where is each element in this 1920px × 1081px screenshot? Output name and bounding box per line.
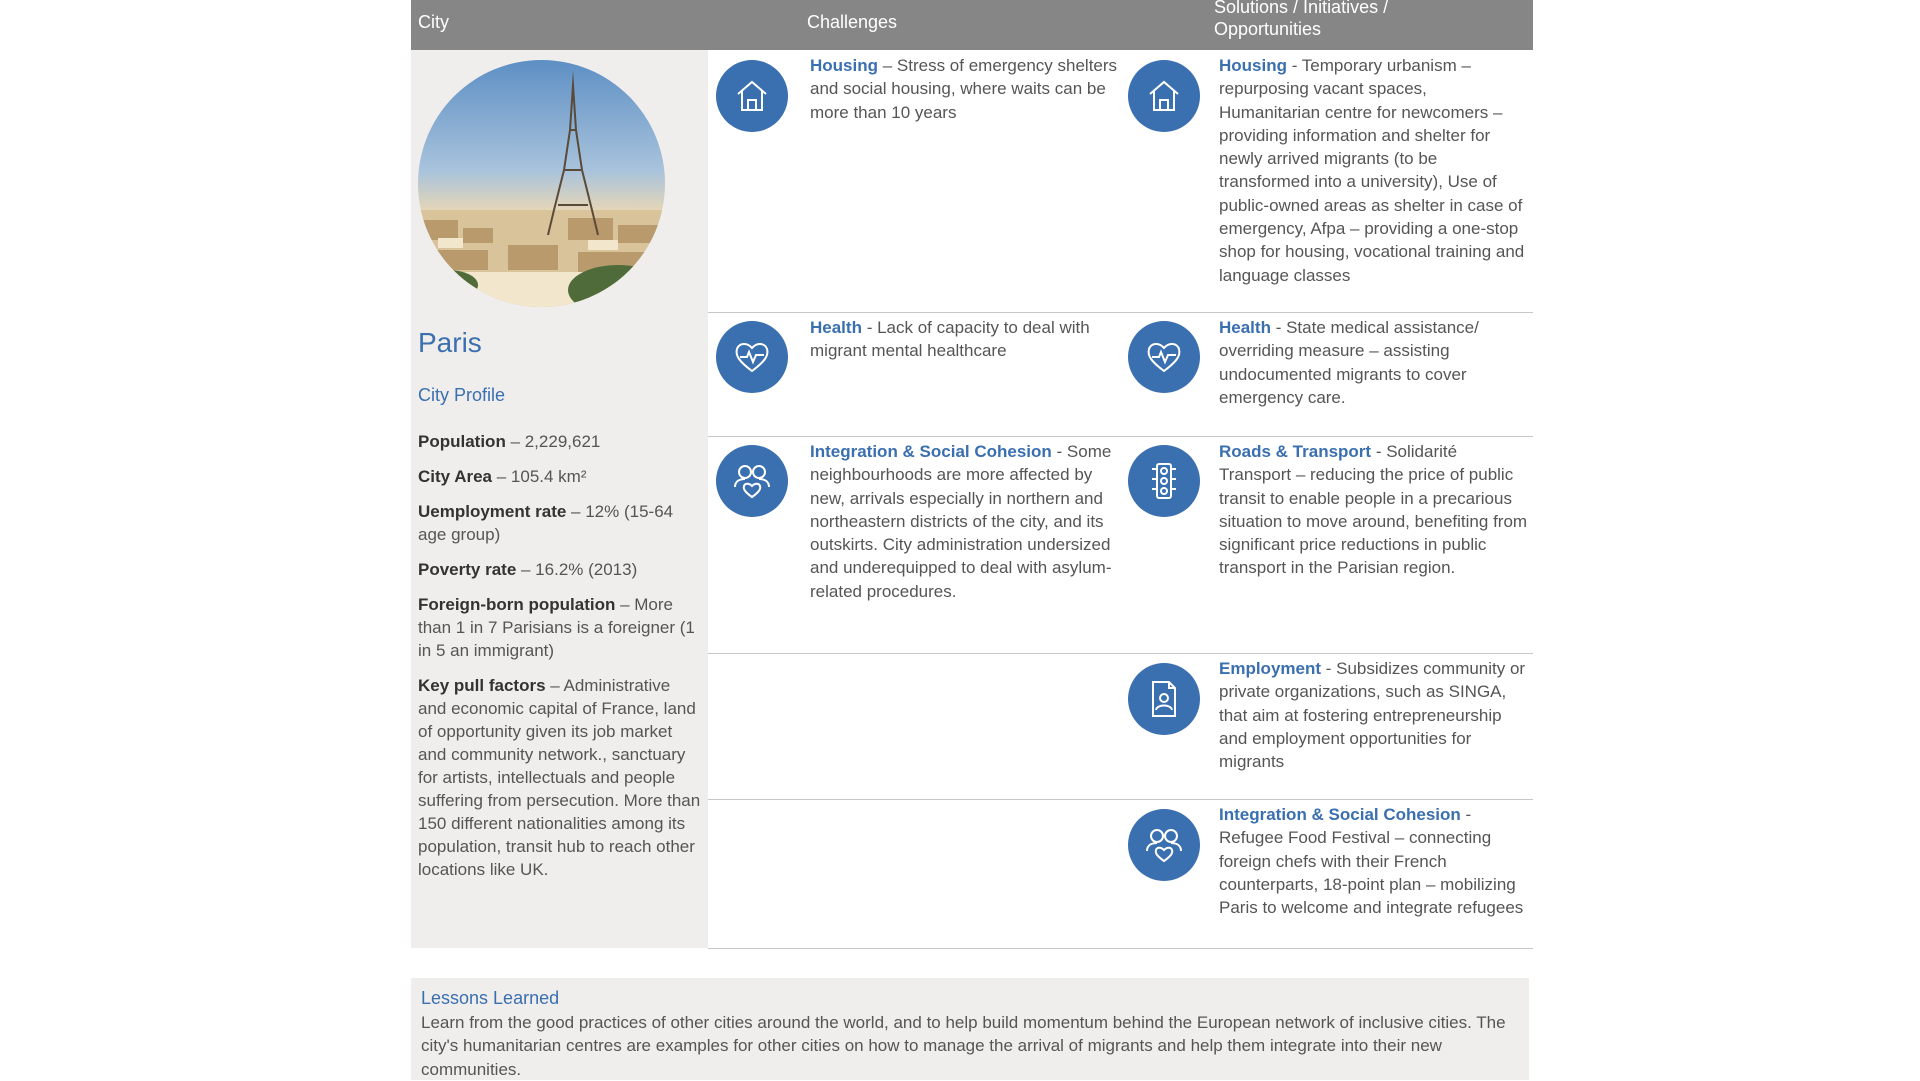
stat-pull-factors: Key pull factors – Administrative and economic capital of France, land of opportunity given its job market and community network., sanctuary for artists, intellectuals and people suffering from persecution. More than 150 different nationalities among its population, transit hub to reach other locations like UK. — [418, 676, 701, 879]
stat-unemployment: Uemployment rate – 12% (15-64 age group) — [418, 502, 674, 544]
city-column — [411, 50, 708, 948]
house-icon — [716, 60, 788, 132]
solution-housing: Housing - Temporary urbanism – repurposing vacant spaces, Humanitarian centre for newcomers – providing information and shelter for newly arrived migrants (to be transformed into a university), Use of public-owned areas as shelter in case of emergency, Afpa – providing a one-stop shop for housing, vocational training and language classes — [1219, 56, 1525, 285]
id-card-icon — [1128, 663, 1200, 735]
people-heart-icon — [1128, 809, 1200, 881]
lessons-learned-box — [411, 978, 1529, 1080]
solution-roads-transport: Roads & Transport - Solidarité Transport – reducing the price of public transit to enable people in a precarious situation to move around, benefiting from significant price reductions in public transport in the Parisian region. — [1219, 442, 1528, 578]
challenge-integration: Integration & Social Cohesion - Some neighbourhoods are more affected by new, arrivals especially in northern and northeastern districts of the city, and its outskirts. City administration undersized and underequipped to deal with asylum-related procedures. — [810, 442, 1112, 601]
header-solutions: Solutions / Initiatives / Opportunities — [1214, 0, 1389, 39]
solution-employment: Employment - Subsidizes community or private organizations, such as SINGA, that aim at fostering entrepreneurship and employment opportunities for migrants — [1219, 659, 1526, 772]
city-stats — [418, 430, 703, 893]
table-row — [708, 437, 1533, 654]
header-challenges: Challenges — [807, 12, 898, 32]
table-row — [708, 800, 1533, 949]
heart-pulse-icon — [1128, 321, 1200, 393]
header-city: City — [418, 12, 449, 32]
stat-city-area: City Area – 105.4 km² — [418, 467, 587, 486]
traffic-light-icon — [1128, 445, 1200, 517]
city-profile-label: City Profile — [418, 385, 506, 405]
table-header — [411, 0, 1533, 50]
lessons-title: Lessons Learned — [421, 988, 560, 1008]
solution-integration: Integration & Social Cohesion - Refugee Food Festival – connecting foreign chefs with their French counterparts, 18-point plan – mobilizing Paris to welcome and integrate refugees — [1219, 805, 1524, 918]
table-row — [708, 313, 1533, 437]
solution-health: Health - State medical assistance/ overriding measure – assisting undocumented migrants to cover emergency care. — [1219, 318, 1479, 407]
lessons-text: Learn from the good practices of other cities around the world, and to help build momentum behind the European network of inclusive cities. The city's humanitarian centres are examples for other cities on how to manage the arrival of migrants and help them integrate into their new communities. — [421, 1013, 1506, 1079]
city-profile-sheet — [411, 0, 1533, 1080]
heart-pulse-icon — [716, 321, 788, 393]
stat-population: Population – 2,229,621 — [418, 432, 601, 451]
stat-poverty: Poverty rate – 16.2% (2013) — [418, 560, 638, 579]
people-heart-icon — [716, 445, 788, 517]
challenge-health: Health - Lack of capacity to deal with migrant mental healthcare — [810, 318, 1090, 361]
city-name: Paris — [418, 327, 482, 358]
stat-foreign-born: Foreign-born population – More than 1 in 7 Parisians is a foreigner (1 in 5 an immigrant) — [418, 595, 695, 660]
table-row — [708, 50, 1533, 313]
house-icon — [1128, 60, 1200, 132]
paris-eiffel-tower-photo — [418, 60, 665, 307]
table-row — [708, 654, 1533, 800]
challenge-housing: Housing – Stress of emergency shelters and social housing, where waits can be more than 10 years — [810, 56, 1118, 122]
